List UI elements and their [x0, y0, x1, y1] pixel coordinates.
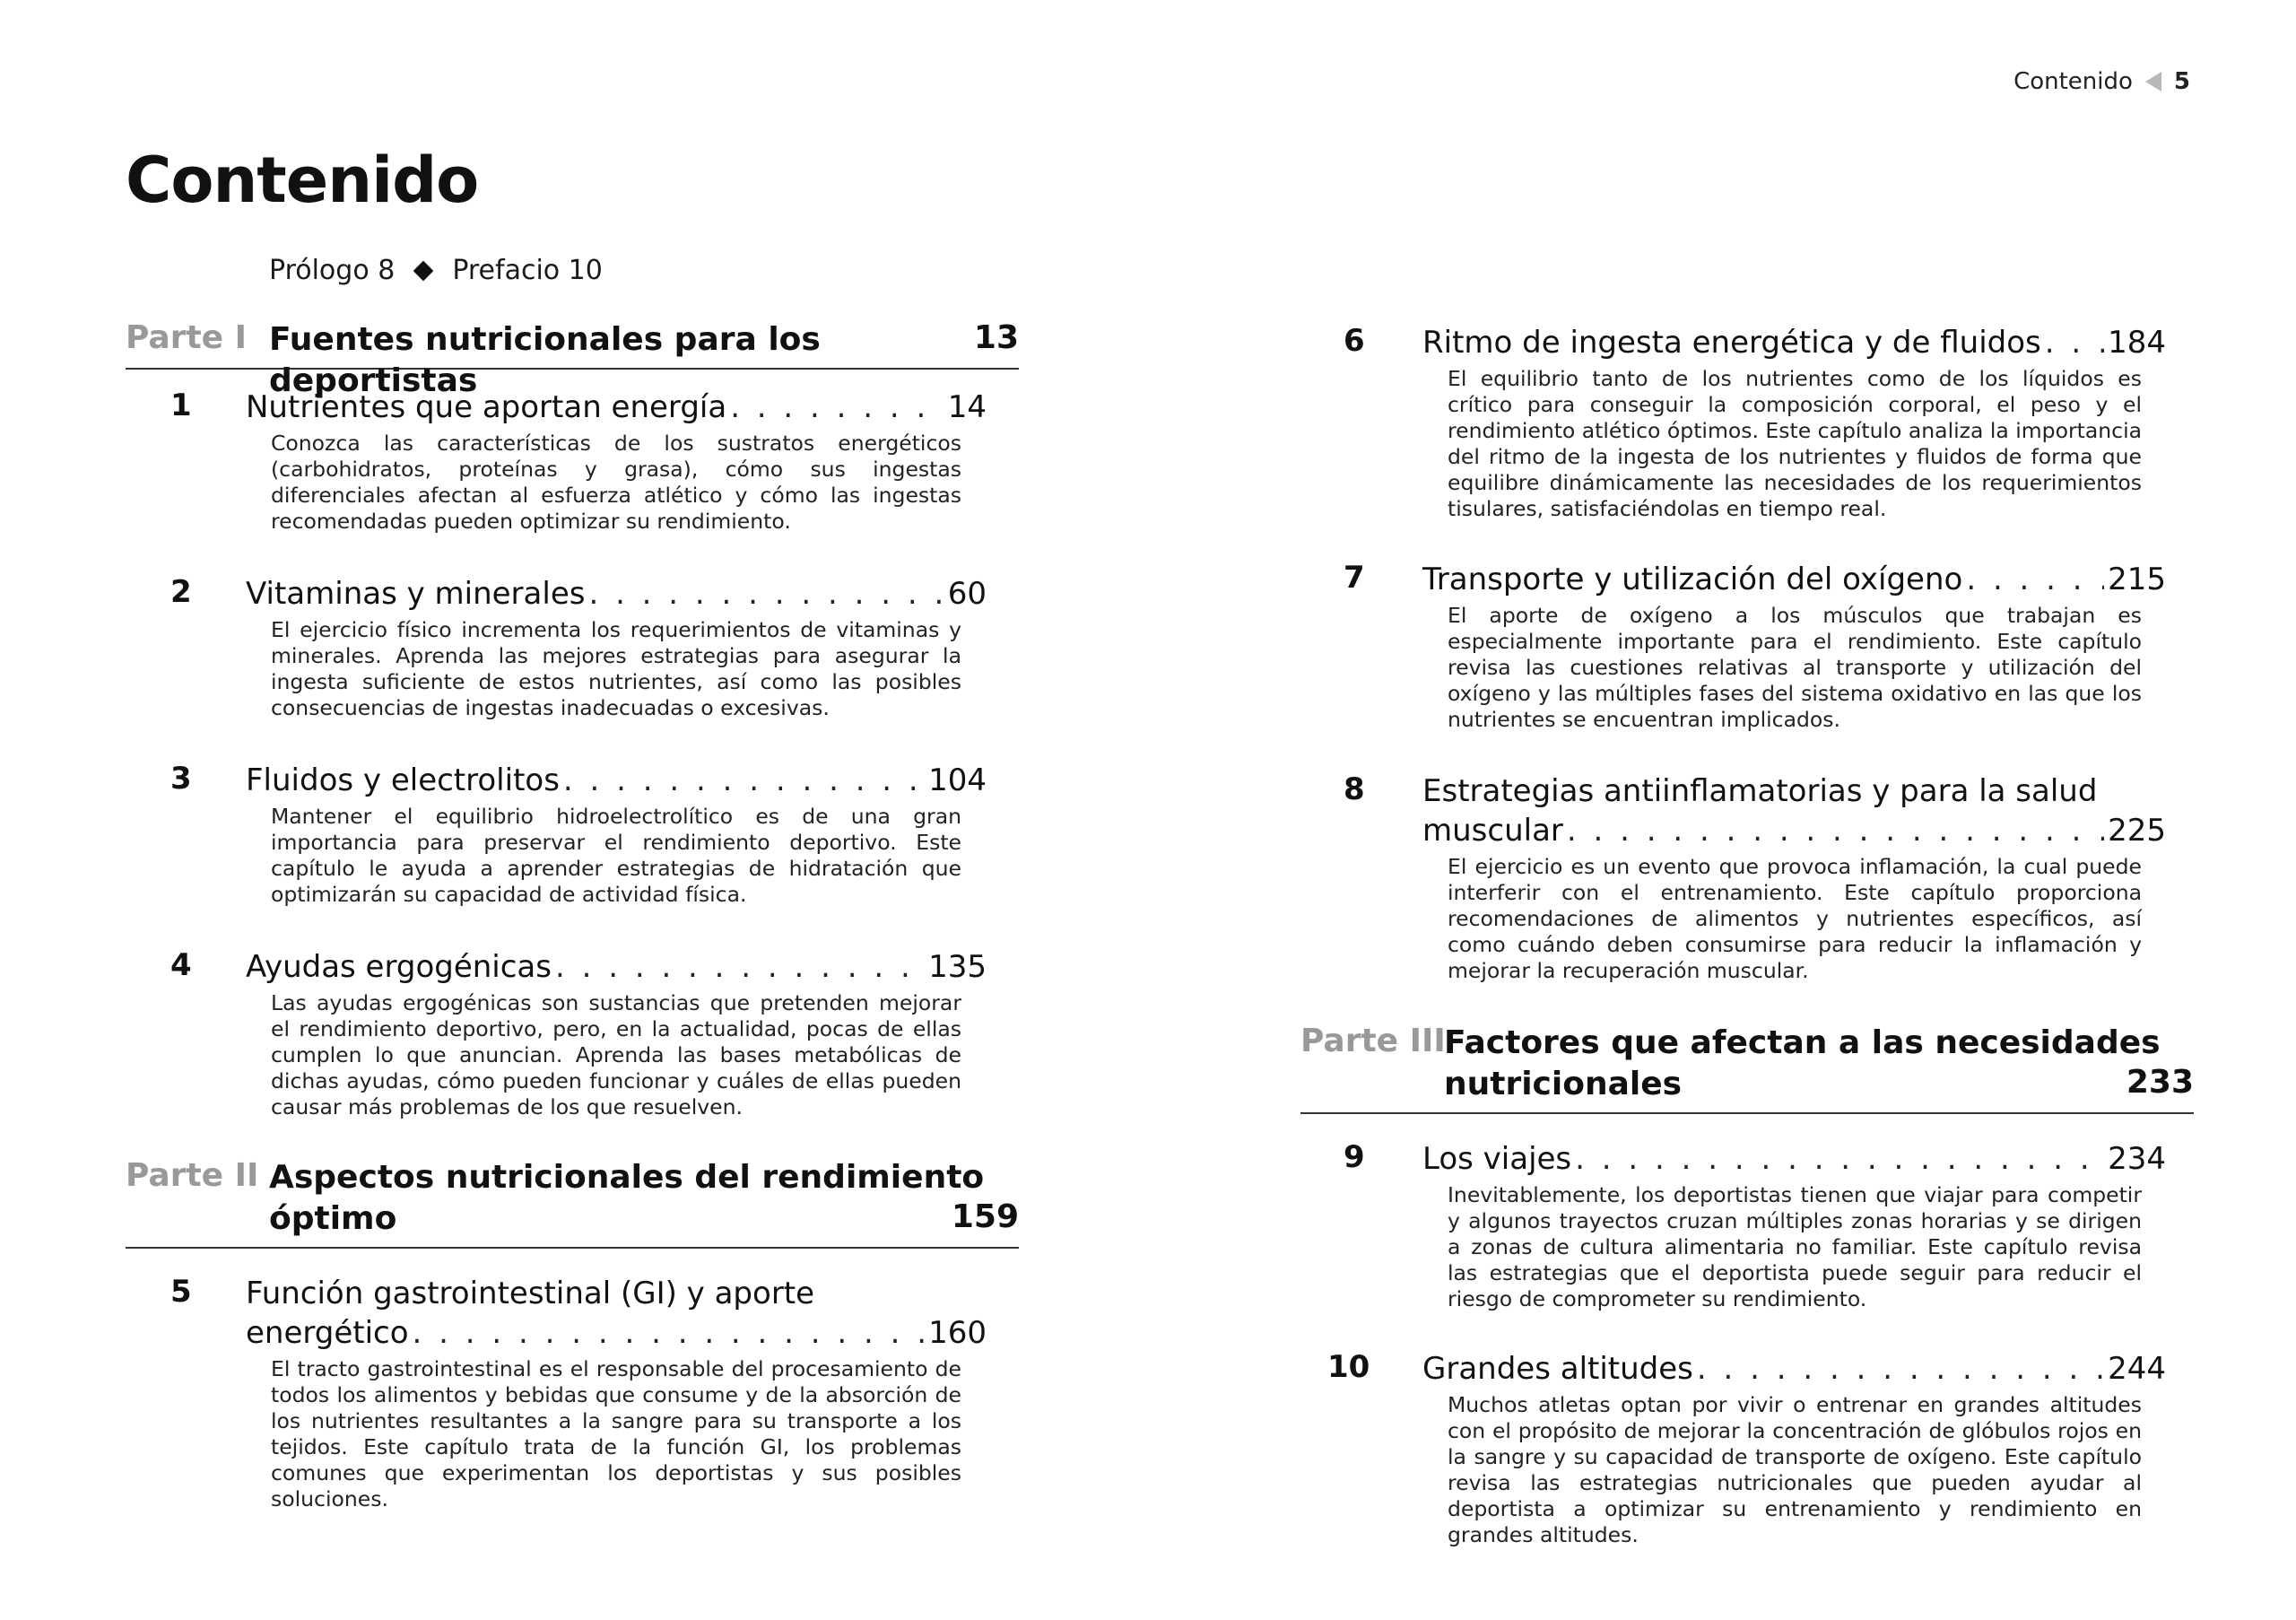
prologo-entry[interactable]: Prólogo 8 [269, 255, 396, 286]
chapter-description: Muchos atletas optan por vivir o entrenar en grandes altitudes con el propósito de mejorar la concentración de glóbulos rojos en la sangre y su capacidad de transporte de oxígeno. Este capítulo revisa las estrategias nutricionales que pueden ayudar al deportista a optimizar su entrenamiento y rendimiento en grandes altitudes. [1448, 1392, 2142, 1547]
chapter-page: 234 [2108, 1141, 2166, 1177]
part-heading-2[interactable] [126, 1157, 1019, 1249]
chapter-number: 6 [1344, 323, 1365, 359]
chapter-page: 184 [2108, 325, 2166, 361]
leader-dots [730, 388, 944, 427]
chapter-description: El ejercicio es un evento que provoca inflamación, la cual puede interferir con el entrenamiento. Este capítulo proporciona recomendaciones de alimentos y nutrientes específicos, así como cuándo deben consumirse para reducir la inflamación y mejorar la recuperación muscular. [1448, 854, 2142, 983]
part-heading-3[interactable] [1300, 1023, 2194, 1114]
chapter-page: 60 [947, 576, 987, 612]
part-label: Parte II [126, 1157, 259, 1194]
chapter-page: 104 [928, 762, 987, 798]
page-number: 5 [2173, 68, 2190, 95]
chapter-description: El equilibrio tanto de los nutrientes como de los líquidos es crítico para conseguir la composición corporal, el peso y el rendimiento atlético óptimos. Este capítulo analiza la importancia del ritmo de la ingesta de los nutrientes y fluidos de forma que equilibre dinámicamente las necesidades de los requerimientos tisulares, satisfaciéndolas en tiempo real. [1448, 366, 2142, 521]
part-heading-1[interactable] [126, 319, 1019, 399]
chapter-description: El aporte de oxígeno a los músculos que trabajan es especialmente importante para el rendimiento. Este capítulo revisa las cuestiones relativas al transporte y utilización del oxígeno y las múltiples fases del sistema oxidativo en las que los nutrientes se encuentran implicados. [1448, 603, 2142, 732]
chapter-title: Fluidos y electrolitos [246, 762, 560, 798]
running-head [2013, 68, 2190, 95]
chapter-title: Ritmo de ingesta energética y de fluidos [1422, 325, 2041, 361]
part-label: Parte III [1300, 1023, 1446, 1059]
chapter-title: Los viajes [1422, 1141, 1572, 1177]
chapter-title: Nutrientes que aportan energía [246, 389, 727, 425]
leader-dots [413, 1313, 926, 1353]
chapter-title-line1: Estrategias antiinflamatorias y para la salud [1422, 773, 2098, 809]
leader-dots [555, 947, 925, 987]
chapter-title-line2: muscular [1422, 813, 1563, 849]
chapter-description: Mantener el equilibrio hidroelectrolítico es de una gran importancia para preservar el rendimiento deportivo. Este capítulo le ayuda a aprender estrategias de hidratación que optimizarán su capacidad de actividad física. [271, 804, 961, 907]
part-label: Parte I [126, 319, 248, 356]
running-head-text: Contenido [2013, 68, 2133, 95]
part-title: Fuentes nutricionales para los deportistas [269, 321, 821, 399]
chapter-description: Las ayudas ergogénicas son sustancias que pretenden mejorar el rendimiento deportivo, pero, en la actualidad, pocas de ellas cumplen lo que anuncian. Aprenda las bases metabólicas de dichas ayudas, cómo pueden funcionar y cuáles de ellas pueden causar más problemas de los que resuelven. [271, 990, 961, 1119]
leader-dots [1966, 560, 2104, 599]
chapter-description: Inevitablemente, los deportistas tienen que viajar para competir y algunos trayectos cruzan múltiples zonas horarias y se dirigen a zonas de cultura alimentaria no familiar. Este capítulo revisa las estrategias que el deportista puede seguir para reducir el riesgo de comprometer su rendimiento. [1448, 1182, 2142, 1311]
chapter-entry-2[interactable] [161, 574, 987, 721]
chapter-entry-10[interactable] [1327, 1349, 2166, 1548]
chapter-entry-8[interactable] [1336, 771, 2166, 984]
chapter-number: 9 [1344, 1139, 1365, 1175]
chapter-description: El tracto gastrointestinal es el responsable del procesamiento de todos los alimentos y bebidas que consume y de la absorción de los nutrientes resultantes a la sangre para su transporte a los tejidos. Este capítulo trata de la función GI, los problemas comunes que experimentan los deportistas y sus posibles soluciones. [271, 1356, 961, 1511]
triangle-left-icon [2145, 72, 2161, 91]
chapter-number: 7 [1344, 560, 1365, 596]
chapter-page: 215 [2108, 562, 2166, 597]
part-title-line2: óptimo [269, 1200, 397, 1237]
chapter-number: 10 [1327, 1349, 1370, 1385]
chapter-number: 1 [170, 388, 192, 423]
leader-dots [2045, 323, 2104, 362]
chapter-title: Transporte y utilización del oxígeno [1422, 562, 1963, 597]
chapter-description: Conozca las características de los sustratos energéticos (carbohidratos, proteínas y grasa), cómo sus ingestas diferenciales afectan al esfuerza atlético y cómo las ingestas recomendadas pueden optimizar su rendimiento. [271, 431, 961, 534]
chapter-page: 244 [2108, 1351, 2166, 1387]
front-matter [269, 255, 603, 286]
part-title-line1: Aspectos nutricionales del rendimiento [269, 1159, 985, 1196]
chapter-number: 2 [170, 574, 192, 610]
chapter-title: Ayudas ergogénicas [246, 949, 552, 985]
chapter-title-line1: Función gastrointestinal (GI) y aporte [246, 1276, 815, 1311]
chapter-page: 14 [947, 389, 987, 425]
chapter-title: Grandes altitudes [1422, 1351, 1693, 1387]
part-page: 159 [951, 1198, 1019, 1235]
chapter-entry-9[interactable] [1336, 1139, 2166, 1312]
leader-dots [1567, 811, 2104, 850]
chapter-description: El ejercicio físico incrementa los requerimientos de vitaminas y minerales. Aprenda las mejores estrategias para asegurar la ingesta suficiente de estos nutrientes, así como las posibles consecuencias de ingestas inadecuadas o excesivas. [271, 617, 961, 720]
chapter-number: 5 [170, 1274, 192, 1310]
part-page: 233 [2126, 1064, 2194, 1101]
part-title-line2: nutricionales [1444, 1066, 1683, 1102]
chapter-number: 8 [1344, 771, 1365, 807]
chapter-title-line2: energético [246, 1315, 409, 1351]
chapter-entry-1[interactable] [161, 388, 987, 535]
prefacio-entry[interactable]: Prefacio 10 [452, 255, 603, 286]
chapter-page: 225 [2108, 813, 2166, 849]
chapter-entry-6[interactable] [1336, 323, 2166, 522]
chapter-title: Vitaminas y minerales [246, 576, 586, 612]
chapter-page: 160 [928, 1315, 987, 1351]
chapter-number: 4 [170, 947, 192, 983]
leader-dots [1697, 1349, 2104, 1389]
chapter-entry-4[interactable] [161, 947, 987, 1120]
diamond-icon [413, 260, 434, 281]
part-title-line1: Factores que afectan a las necesidades [1444, 1024, 2161, 1061]
chapter-page: 135 [928, 949, 987, 985]
part-page: 13 [973, 319, 1019, 356]
chapter-entry-5[interactable] [161, 1274, 987, 1512]
leader-dots [588, 574, 944, 614]
leader-dots [1575, 1139, 2104, 1179]
page-title: Contenido [126, 144, 479, 217]
leader-dots [563, 761, 925, 800]
chapter-entry-3[interactable] [161, 761, 987, 908]
chapter-number: 3 [170, 761, 192, 797]
chapter-entry-7[interactable] [1336, 560, 2166, 733]
